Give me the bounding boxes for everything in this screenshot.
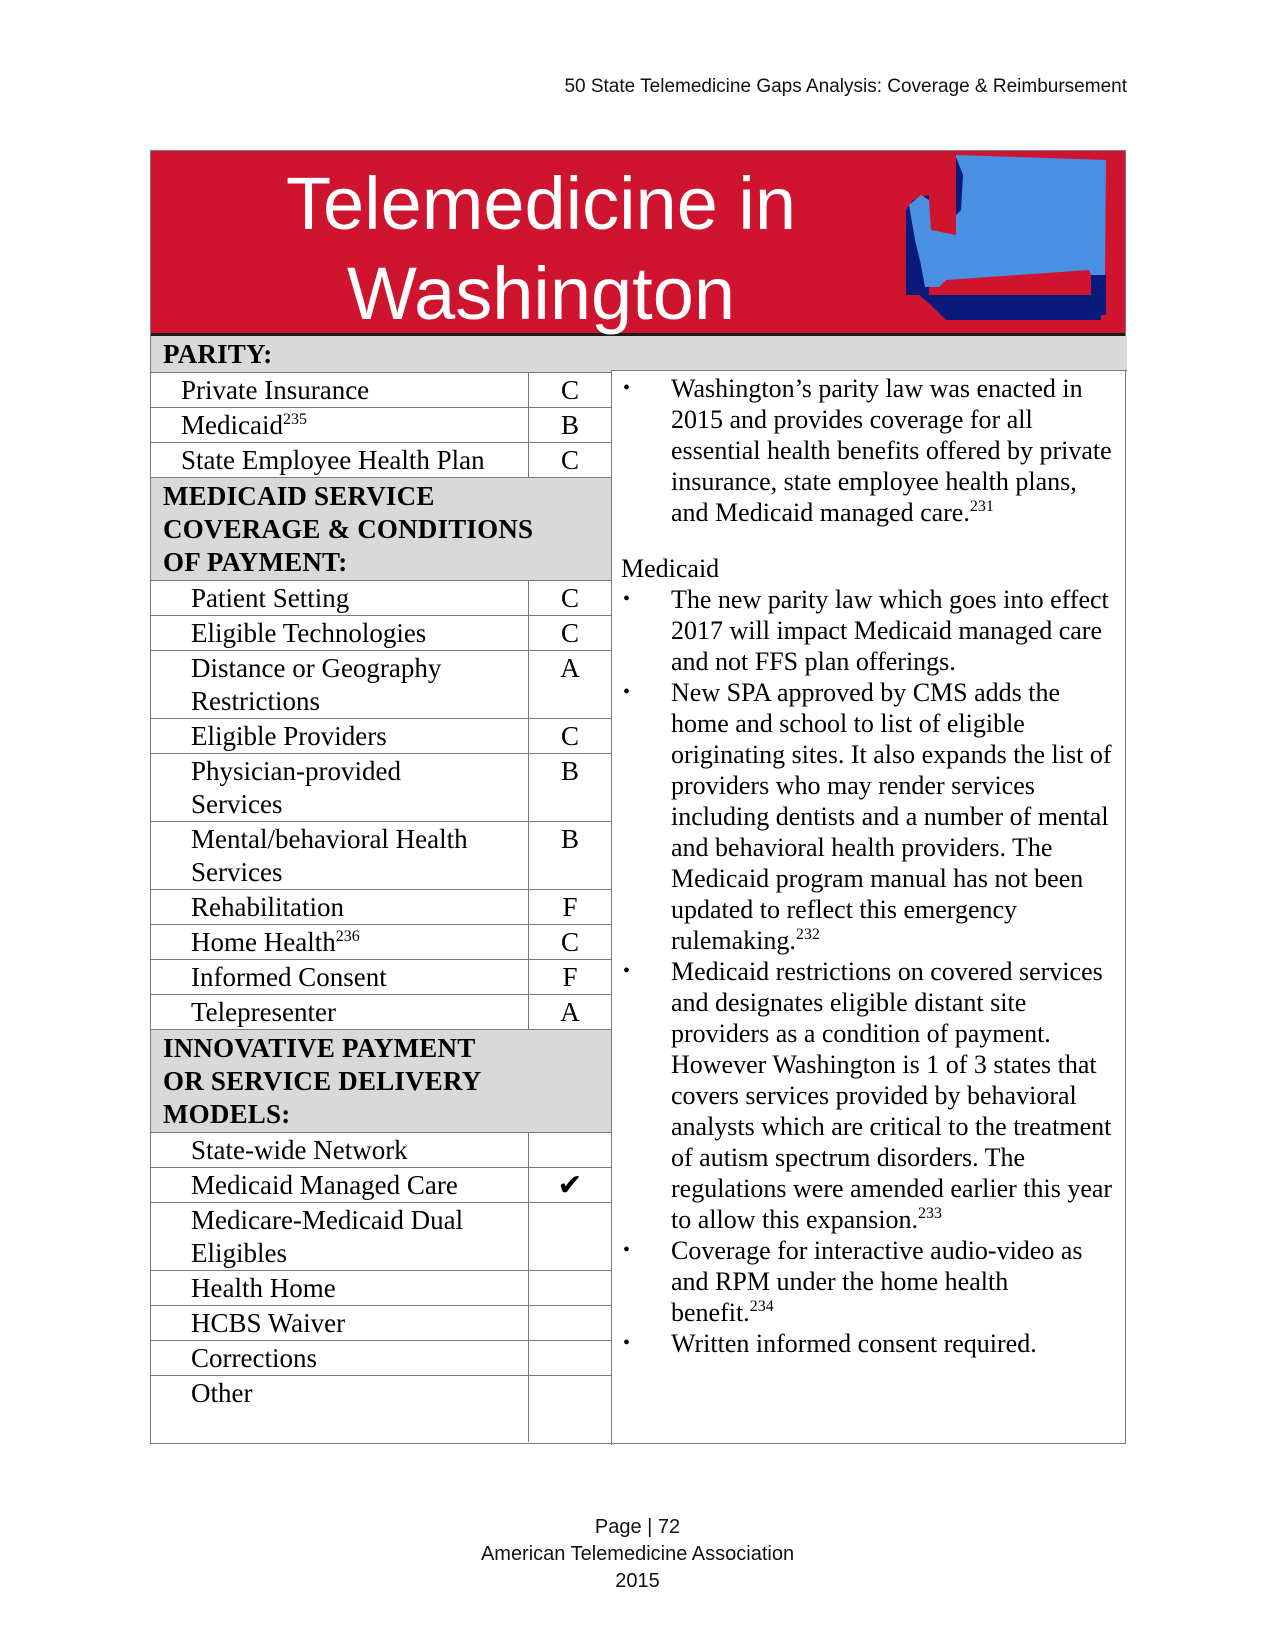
table-row [151,822,611,890]
bullet-icon: • [623,681,631,703]
list-item: • The new parity law which goes into effect 2017 will impact Medicaid managed care and not FFS plan offerings. [623,585,1109,676]
table-row [151,719,611,754]
footer-year: 2015 [615,1570,660,1592]
washington-state-map-icon [901,155,1121,325]
bullet-icon: • [623,1239,631,1261]
state-summary-card [150,150,1126,1444]
footer-org: American Telemedicine Association [480,1543,795,1565]
row-label: Medicaid Managed Care [191,1170,458,1200]
table-row [151,408,611,443]
section-header-parity: PARITY: [151,336,611,373]
table-row [151,1203,611,1271]
row-grade: F [528,960,611,994]
table-row [151,1168,611,1203]
ratings-grid [151,336,1125,1445]
table-row [151,1133,611,1168]
row-grade: B [528,754,611,821]
table-row [151,890,611,925]
row-label: State-wide Network [191,1135,408,1165]
section-header-medicaid: MEDICAID SERVICE COVERAGE & CONDITIONS OF PAYMENT: [151,478,611,581]
notes-header-bar [611,336,1127,371]
row-grade: A [528,995,611,1029]
row-label: Medicaid$^{235}$ [181,410,307,440]
notes-body [611,371,1127,1359]
footnote-ref: 232 [795,926,820,943]
row-grade: C [528,616,611,650]
table-row [151,995,611,1030]
table-row [151,373,611,408]
footnote-ref: 233 [917,1205,942,1222]
row-grade: C [528,925,611,959]
table-row [151,754,611,822]
row-label: State Employee Health Plan [181,445,485,475]
list-item: • Written informed consent required. [623,1329,1037,1358]
ratings-table [151,336,612,1445]
table-row [151,925,611,960]
page-number: Page | 72 [594,1516,681,1538]
footnote-ref: 236 [335,928,360,945]
bullet-icon: • [623,588,631,610]
notes-subheading: Medicaid [621,554,720,583]
row-label: Physician-provided Services [191,756,401,819]
row-grade: C [528,373,611,407]
table-row [151,443,611,478]
row-label: Eligible Technologies [191,618,427,648]
row-grade: F [528,890,611,924]
table-row [151,1271,611,1306]
title-banner [151,151,1125,336]
row-grade: B [528,408,611,442]
row-grade: C [528,443,611,477]
row-grade: C [528,719,611,753]
bullet-icon: • [623,377,631,399]
banner-title-line1: Telemedicine in [285,162,797,245]
row-label: Patient Setting [191,583,350,613]
bullet-icon: • [623,960,631,982]
row-grade [528,1133,611,1167]
row-label: Mental/behavioral Health Services [191,824,468,887]
running-header: 50 State Telemedicine Gaps Analysis: Coverage & Reimbursement [564,76,1127,97]
footnote-ref: 231 [969,498,994,515]
banner-title-line2: Washington [346,252,736,335]
row-grade [528,1271,611,1305]
row-grade [528,1341,611,1375]
table-row [151,581,611,616]
row-label: Telepresenter [191,997,337,1027]
table-row [151,651,611,719]
row-grade [528,1203,611,1270]
row-label: Eligible Providers [191,721,387,751]
row-label: Private Insurance [181,375,370,405]
list-item: • Medicaid restrictions on covered services and designates eligible distant site providers as a condition of payment. However Washington is 1 of 3 states that covers services provided by behavioral analysts which are critical to the treatment of autism spectrum disorders. The regulations were amended earlier this year to allow this expansion.$^{233}$ [623,957,1113,1234]
table-row [151,1306,611,1341]
row-grade: A [528,651,611,718]
row-grade: C [528,581,611,615]
list-item: • Washington’s parity law was enacted in 2015 and provides coverage for all essential health benefits offered by private insurance, state employee health plans, and Medicaid managed care.$^{231}$ [623,374,1112,527]
row-label: Rehabilitation [191,892,344,922]
footnote-ref: 235 [282,411,307,428]
table-row [151,1341,611,1376]
banner-title [151,159,931,339]
page-footer [0,1514,1275,1595]
list-item: • New SPA approved by CMS adds the home and school to list of eligible originating sites. It also expands the list of providers who may render services including dentists and a number of mental and behavioral health providers. The Medicaid program manual has not been updated to reflect this emergency rulemaking.$^{232}$ [623,678,1112,955]
row-grade [528,1306,611,1340]
row-label: Informed Consent [191,962,387,992]
list-item: • Coverage for interactive audio-video as and RPM under the home health benefit.$^{234}$ [623,1236,1083,1327]
footnote-ref: 234 [749,1298,774,1315]
bullet-icon: • [623,1332,631,1354]
section-header-innovative: INNOVATIVE PAYMENT OR SERVICE DELIVERY MODELS: [151,1030,611,1133]
row-grade [528,1376,611,1442]
notes-column [611,336,1127,1445]
row-label: Corrections [191,1343,317,1373]
checkmark-icon: ✔ [528,1168,611,1202]
row-label: Home Health$^{236}$ [191,927,360,957]
row-label: HCBS Waiver [191,1308,346,1338]
row-label: Distance or Geography Restrictions [191,653,442,716]
table-row [151,1376,611,1442]
row-grade: B [528,822,611,889]
row-label: Medicare-Medicaid Dual Eligibles [191,1205,464,1268]
row-label: Other [191,1378,253,1408]
table-row [151,616,611,651]
row-label: Health Home [191,1273,336,1303]
table-row [151,960,611,995]
